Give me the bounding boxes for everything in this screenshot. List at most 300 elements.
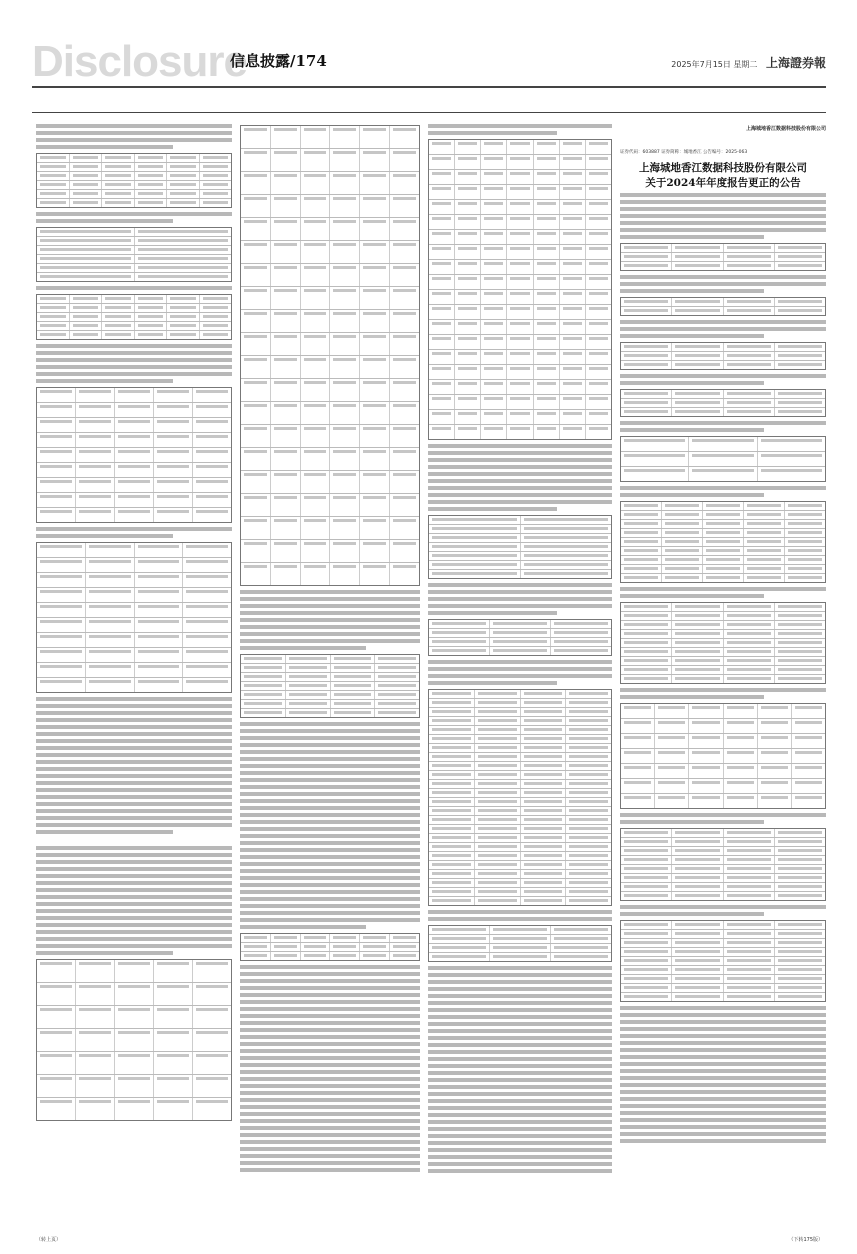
text-line — [36, 697, 232, 701]
table-row — [241, 664, 419, 673]
table-cell — [102, 172, 135, 180]
table-cell — [672, 352, 723, 360]
table-cell — [135, 172, 168, 180]
text-line — [240, 979, 420, 983]
table-cell — [86, 543, 135, 557]
table-cell — [621, 352, 672, 360]
table-cell — [37, 163, 70, 171]
table-cell — [390, 218, 419, 240]
text-line — [428, 131, 557, 135]
table — [620, 436, 826, 482]
table-cell — [193, 493, 231, 507]
table-cell — [724, 390, 775, 398]
table-row — [429, 380, 611, 395]
table-cell — [672, 939, 723, 947]
table-cell — [744, 547, 785, 555]
text-line — [428, 444, 612, 448]
table-cell — [301, 310, 331, 332]
table-cell — [37, 304, 70, 312]
table-cell — [475, 798, 521, 806]
table-cell — [621, 764, 655, 778]
text-line — [36, 379, 173, 383]
table-cell — [390, 425, 419, 447]
table-cell — [429, 699, 475, 707]
table-cell — [672, 829, 723, 837]
text-line — [240, 1133, 420, 1137]
column-3 — [428, 121, 612, 1231]
table-cell — [241, 172, 271, 194]
table-row — [621, 408, 825, 416]
table-cell — [724, 298, 775, 306]
text-line — [428, 1106, 612, 1110]
table-cell — [672, 612, 723, 620]
text-line — [620, 334, 764, 338]
table-cell — [193, 1098, 231, 1120]
table-cell — [586, 425, 611, 439]
table-row — [37, 331, 231, 339]
table-cell — [455, 380, 481, 394]
table-row — [241, 218, 419, 241]
table-row — [37, 543, 231, 558]
table-cell — [154, 1029, 193, 1051]
table-cell — [621, 921, 672, 929]
table-row — [429, 690, 611, 699]
table-cell — [672, 838, 723, 846]
text-line — [428, 1092, 612, 1096]
table-cell — [37, 255, 135, 263]
table-cell — [135, 588, 184, 602]
text-line — [620, 1132, 826, 1136]
table-cell — [560, 365, 586, 379]
table-cell — [330, 126, 360, 148]
text-line — [240, 876, 420, 880]
table-cell — [86, 633, 135, 647]
table-cell — [534, 155, 560, 169]
table-cell — [271, 952, 301, 960]
table-cell — [521, 690, 567, 698]
table-cell — [724, 847, 775, 855]
column-4 — [620, 190, 826, 1230]
table-cell — [301, 402, 331, 424]
table-cell — [534, 320, 560, 334]
text-line — [36, 874, 232, 878]
text-line — [428, 507, 557, 511]
table-cell — [521, 888, 567, 896]
table-cell — [521, 825, 567, 833]
table-cell — [286, 673, 331, 681]
table-cell — [586, 155, 611, 169]
table-cell — [521, 735, 567, 743]
table-cell — [724, 621, 775, 629]
table-cell — [785, 529, 825, 537]
table-cell — [621, 529, 662, 537]
table-row — [621, 452, 825, 467]
text-line — [240, 918, 420, 922]
table-row — [429, 926, 611, 935]
text-line — [428, 681, 557, 685]
table-cell — [475, 762, 521, 770]
text-line — [240, 1049, 420, 1053]
text-line — [620, 813, 826, 817]
table-cell — [115, 1052, 154, 1074]
text-line — [428, 1085, 612, 1089]
table-row — [37, 190, 231, 199]
table-cell — [360, 126, 390, 148]
table-cell — [241, 563, 271, 585]
table-cell — [724, 921, 775, 929]
table-cell — [135, 558, 184, 572]
table-cell — [672, 984, 723, 992]
table-cell — [455, 320, 481, 334]
table-cell — [429, 647, 490, 655]
table-cell — [70, 304, 103, 312]
table-cell — [102, 322, 135, 330]
table-cell — [621, 556, 662, 564]
table-row — [621, 538, 825, 547]
table-row — [429, 320, 611, 335]
text-line — [428, 966, 612, 970]
table-cell — [560, 275, 586, 289]
table-cell — [785, 538, 825, 546]
table-cell — [490, 944, 551, 952]
table-cell — [621, 829, 672, 837]
text-line — [240, 778, 420, 782]
table-row — [429, 395, 611, 410]
table-cell — [429, 525, 521, 533]
table-row — [621, 298, 825, 307]
table-cell — [775, 307, 825, 315]
table-row — [429, 155, 611, 170]
table-cell — [724, 639, 775, 647]
text-line — [240, 1063, 420, 1067]
table-cell — [86, 678, 135, 692]
table-cell — [154, 983, 193, 1005]
table-row — [37, 663, 231, 678]
text-line — [428, 1001, 612, 1005]
table-cell — [792, 719, 825, 733]
table-row — [37, 448, 231, 463]
table-cell — [621, 847, 672, 855]
text-line — [240, 972, 420, 976]
table-cell — [586, 410, 611, 424]
table-cell — [566, 690, 611, 698]
table-cell — [672, 361, 723, 369]
text-line — [36, 802, 232, 806]
table-cell — [621, 547, 662, 555]
table-cell — [662, 565, 703, 573]
text-line — [620, 493, 764, 497]
table-cell — [775, 298, 825, 306]
table-cell — [534, 290, 560, 304]
table-cell — [621, 666, 672, 674]
disclosure-logo: Disclosure — [32, 37, 247, 86]
table-cell — [586, 395, 611, 409]
table-cell — [490, 935, 551, 943]
table-cell — [76, 403, 115, 417]
table-cell — [390, 934, 419, 942]
table — [620, 501, 826, 583]
table-cell — [724, 779, 758, 793]
table-cell — [724, 244, 775, 252]
table-cell — [135, 273, 232, 281]
table-row — [37, 433, 231, 448]
table-row — [429, 935, 611, 944]
text-line — [428, 1015, 612, 1019]
text-line — [240, 590, 420, 594]
text-line — [620, 1013, 826, 1017]
table-cell — [551, 944, 611, 952]
table-cell — [521, 807, 567, 815]
table-cell — [724, 399, 775, 407]
table-row — [429, 771, 611, 780]
table-cell — [551, 620, 611, 628]
table-cell — [724, 930, 775, 938]
table-cell — [534, 215, 560, 229]
text-line — [428, 486, 612, 490]
issue-date: 2025年7月15日 星期二 — [671, 60, 758, 69]
table-cell — [672, 621, 723, 629]
table-cell — [271, 943, 301, 951]
text-line — [36, 131, 232, 135]
text-line — [240, 729, 420, 733]
table — [36, 294, 232, 340]
table-cell — [37, 433, 76, 447]
table-cell — [241, 149, 271, 171]
table — [620, 243, 826, 271]
table-cell — [560, 305, 586, 319]
table-cell — [429, 861, 475, 869]
table-cell — [271, 425, 301, 447]
table-cell — [301, 952, 331, 960]
table-row — [429, 552, 611, 561]
table-cell — [481, 245, 507, 259]
table-row — [621, 262, 825, 270]
table-cell — [475, 744, 521, 752]
table-cell — [115, 448, 154, 462]
table-cell — [475, 780, 521, 788]
table-cell — [37, 273, 135, 281]
table-row — [37, 463, 231, 478]
table-cell — [621, 520, 662, 528]
table-cell — [429, 897, 475, 905]
table-cell — [76, 418, 115, 432]
text-line — [240, 904, 420, 908]
table-cell — [455, 365, 481, 379]
table-cell — [703, 556, 744, 564]
table-cell — [507, 365, 533, 379]
table-cell — [744, 511, 785, 519]
text-line — [620, 428, 764, 432]
masthead-rule — [32, 86, 826, 88]
table-row — [241, 709, 419, 717]
table-cell — [37, 228, 135, 236]
table-cell — [490, 926, 551, 934]
table-row — [37, 678, 231, 692]
table-cell — [586, 185, 611, 199]
table-row — [37, 313, 231, 322]
table-cell — [70, 199, 103, 207]
text-line — [36, 823, 232, 827]
table-cell — [621, 874, 672, 882]
table-row — [429, 852, 611, 861]
table-cell — [167, 331, 200, 339]
table-cell — [775, 648, 825, 656]
table-cell — [360, 310, 390, 332]
table-cell — [429, 185, 455, 199]
table-cell — [586, 290, 611, 304]
table-cell — [200, 322, 232, 330]
text-line — [240, 646, 366, 650]
table-cell — [360, 943, 390, 951]
table-cell — [330, 494, 360, 516]
text-line — [620, 486, 826, 490]
table-cell — [621, 630, 672, 638]
table-row — [37, 1052, 231, 1075]
table-cell — [724, 253, 775, 261]
table-cell — [70, 190, 103, 198]
table-cell — [455, 155, 481, 169]
table-cell — [481, 395, 507, 409]
table-row — [241, 655, 419, 664]
table-row — [429, 717, 611, 726]
table-row — [37, 983, 231, 1006]
table-cell — [551, 629, 611, 637]
table-cell — [301, 218, 331, 240]
table-cell — [655, 794, 689, 808]
table-row — [241, 691, 419, 700]
masthead — [32, 37, 826, 86]
table-row — [621, 764, 825, 779]
table-row — [37, 154, 231, 163]
table-cell — [86, 558, 135, 572]
table-cell — [724, 630, 775, 638]
table-row — [621, 856, 825, 865]
table-cell — [744, 574, 785, 582]
table-cell — [662, 529, 703, 537]
table-cell — [586, 380, 611, 394]
table-cell — [703, 565, 744, 573]
table-cell — [455, 275, 481, 289]
table-row — [621, 865, 825, 874]
table-cell — [154, 1006, 193, 1028]
table-row — [241, 471, 419, 494]
table-cell — [286, 709, 331, 717]
text-line — [620, 1027, 826, 1031]
table-cell — [241, 310, 271, 332]
text-line — [240, 1035, 420, 1039]
table-cell — [621, 704, 655, 718]
table-cell — [507, 170, 533, 184]
table-cell — [135, 304, 168, 312]
table-cell — [429, 690, 475, 698]
text-line — [36, 753, 232, 757]
table-cell — [560, 230, 586, 244]
table-row — [621, 612, 825, 621]
table-cell — [703, 547, 744, 555]
table-row — [621, 648, 825, 657]
table-cell — [481, 170, 507, 184]
table-row — [621, 779, 825, 794]
table-cell — [586, 320, 611, 334]
table-cell — [429, 708, 475, 716]
text-line — [240, 1084, 420, 1088]
table-cell — [115, 960, 154, 982]
table-cell — [475, 726, 521, 734]
text-line — [240, 1126, 420, 1130]
text-line — [428, 1043, 612, 1047]
text-line — [240, 632, 420, 636]
table-row — [429, 260, 611, 275]
table-cell — [521, 717, 567, 725]
table-cell — [621, 538, 662, 546]
text-line — [428, 1113, 612, 1117]
table-cell — [775, 883, 825, 891]
table-cell — [330, 172, 360, 194]
table-cell — [37, 172, 70, 180]
table-cell — [566, 753, 611, 761]
table-row — [241, 172, 419, 195]
table-cell — [507, 320, 533, 334]
text-line — [620, 820, 764, 824]
table-cell — [621, 675, 672, 683]
table-cell — [135, 181, 168, 189]
table-cell — [785, 520, 825, 528]
table-cell — [724, 719, 758, 733]
table-cell — [301, 448, 331, 470]
text-line — [620, 289, 764, 293]
text-line — [36, 846, 232, 850]
table-cell — [566, 744, 611, 752]
table-cell — [621, 343, 672, 351]
table-cell — [758, 749, 792, 763]
table-cell — [560, 425, 586, 439]
table-cell — [102, 181, 135, 189]
column-1 — [36, 121, 232, 1231]
table-cell — [672, 874, 723, 882]
table-cell — [429, 350, 455, 364]
table-cell — [534, 140, 560, 154]
table-cell — [330, 540, 360, 562]
table-cell — [672, 993, 723, 1001]
table-row — [37, 172, 231, 181]
text-line — [36, 746, 232, 750]
table-cell — [481, 380, 507, 394]
table-cell — [621, 253, 672, 261]
table-cell — [200, 304, 232, 312]
table-cell — [621, 948, 672, 956]
text-line — [240, 1091, 420, 1095]
table — [428, 689, 612, 906]
table-cell — [76, 433, 115, 447]
table-cell — [135, 199, 168, 207]
table-cell — [775, 675, 825, 683]
table-cell — [775, 829, 825, 837]
table-cell — [390, 540, 419, 562]
text-line — [36, 760, 232, 764]
table-cell — [390, 356, 419, 378]
table-row — [37, 163, 231, 172]
table-row — [429, 870, 611, 879]
table-cell — [566, 780, 611, 788]
continued-from-note: （转上页） — [36, 1237, 62, 1243]
table — [240, 654, 420, 718]
table-cell — [689, 467, 757, 481]
table-cell — [507, 410, 533, 424]
table-cell — [481, 305, 507, 319]
table-cell — [521, 570, 612, 578]
text-line — [428, 1071, 612, 1075]
table-row — [621, 352, 825, 361]
